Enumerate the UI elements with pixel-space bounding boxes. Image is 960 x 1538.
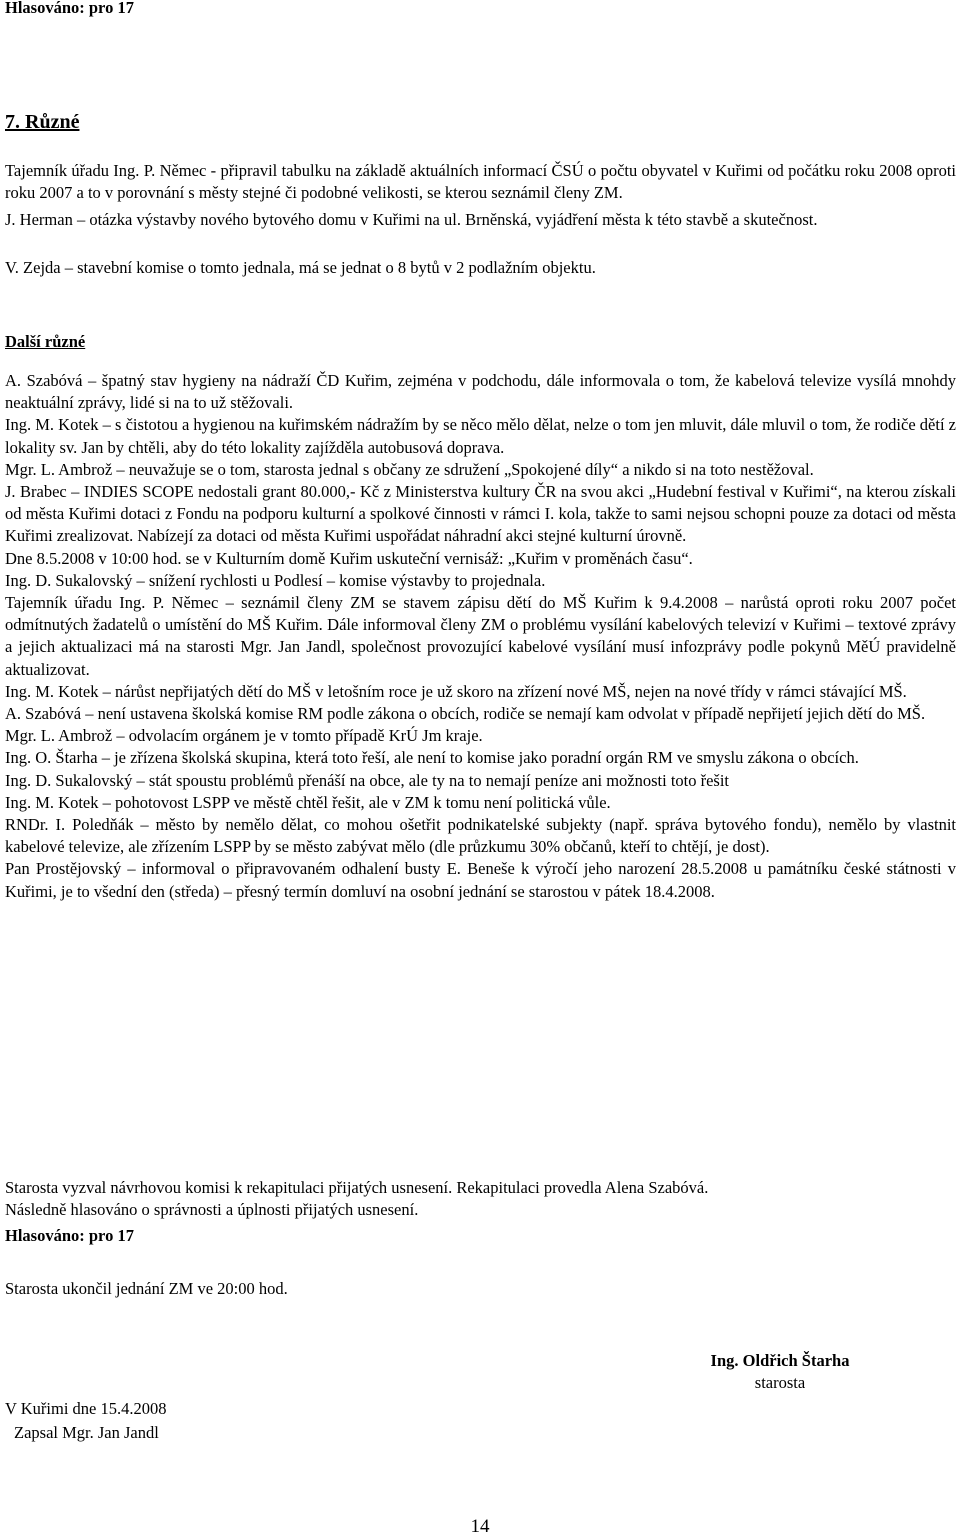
signature-name: Ing. Oldřich Štarha <box>710 1351 850 1370</box>
list-item: Ing. D. Sukalovský – stát spoustu problémů přenáší na obce, ale ty na to nemají peníze ani možnosti toto řešit <box>5 770 730 790</box>
page-number: 14 <box>470 1516 490 1537</box>
place-date: V Kuřimi dne 15.4.2008 <box>5 1399 167 1418</box>
list-item: Ing. M. Kotek – pohotovost LSPP ve městě chtěl řešit, ale v ZM k tomu není politická vůle. <box>5 792 611 812</box>
discussion-list <box>5 370 956 903</box>
list-item: Tajemník úřadu Ing. P. Němec – seznámil členy ZM se stavem zápisu dětí do MŠ Kuřim k 9.4.2008 – narůstá oproti roku 2007 počet odmítnutých žadatelů o umístění do MŠ Kuřim. Dále informoval členy ZM o problému vysílání kabelových televizí v Kuřimi – textové zprávy a jejich aktualizaci má na starosti Mgr. Jan Jandl, společnost provozující kabelové vysílání musí infozprávy podle pokynů MěÚ pravidelně aktualizovat. <box>5 593 956 679</box>
section-heading: 7. Různé <box>5 111 80 133</box>
list-item: Pan Prostějovský – informoval o připravovaném odhalení busty E. Beneše k výročí jeho narození 28.5.2008 u památníku české státnosti v Kuřimi, je to všední den (středa) – přesný termín domluví na osobní jednání se starostou v pátek 18.4.2008. <box>5 859 956 901</box>
list-item: A. Szabóvá – špatný stav hygieny na nádraží ČD Kuřim, zejména v podchodu, dále informovala o tom, že kabelová televize vysílá mnohdy neaktuální zprávy, lidé si na to už stěžovali. <box>5 371 956 413</box>
list-item: J. Brabec – INDIES SCOPE nedostali grant 80.000,- Kč z Ministerstva kultury ČR na svou akci „Hudební festival v Kuřimi“, na kterou získali od města Kuřimi dotaci z Fondu na podporu kulturní a spolkové činnosti v rámci I. kola, takže to sami nejsou schopni pouze za dotaci od města Kuřimi zrealizovat. Nabízejí za dotaci od města Kuřimi uspořádat náhradní akci stejné kulturní úrovně. <box>5 482 956 546</box>
subheading-other: Další různé <box>5 332 86 351</box>
list-item: Mgr. L. Ambrož – odvolacím orgánem je v tomto případě KrÚ Jm kraje. <box>5 726 483 746</box>
list-item: Ing. M. Kotek – s čistotou a hygienou na kuřimském nádražím by se něco mělo dělat, nelze o tom jen mluvit, dále mluvil o tom, že rodiče dětí z lokality sv. Jan by chtěli, aby do této lokality zajížděla autobusová doprava. <box>5 415 956 457</box>
meeting-end-note: Starosta ukončil jednání ZM ve 20:00 hod. <box>5 1279 288 1298</box>
recorded-by: Zapsal Mgr. Jan Jandl <box>14 1423 159 1442</box>
paragraph-zejda: V. Zejda – stavební komise o tomto jednala, má se jednat o 8 bytů v 2 podlažním objektu. <box>5 258 596 277</box>
paragraph-herman: J. Herman – otázka výstavby nového bytového domu v Kuřimi na ul. Brněnská, vyjádření města k této stavbě a skutečnost. <box>5 210 818 229</box>
list-item: Ing. O. Štarha – je zřízena školská skupina, která toto řeší, ale není to komise jako poradní orgán RM ve smyslu zákona o obcích. <box>5 748 859 768</box>
list-item: Ing. D. Sukalovský – snížení rychlosti u Podlesí – komise výstavby to projednala. <box>5 570 546 590</box>
list-item: A. Szabóvá – není ustavena školská komise RM podle zákona o obcích, rodiče se nemají kam odvolat v případě nepřijetí jejich dětí do MŠ. <box>5 704 926 724</box>
list-item: RNDr. I. Poledňák – město by nemělo dělat, co mohou ošetřit podnikatelské subjekty (např. správa bytového fondu), nemělo by vlastnit kabelové televize, ale zřízením LSPP by se město zabývat mělo (dle průzkumu 30% občanů, kteří to chtějí, je dost). <box>5 815 956 857</box>
list-item: Mgr. L. Ambrož – neuvažuje se o tom, starosta jednal s občany ze sdružení „Spokojené díly“ a nikdo si na toto nestěžoval. <box>5 459 814 479</box>
vote-result-bottom: Hlasováno: pro 17 <box>5 1226 134 1245</box>
closing-recap: Starosta vyzval návrhovou komisi k rekapitulaci přijatých usnesení. Rekapitulaci provedla Alena Szabóvá. <box>5 1178 709 1197</box>
vote-result-top: Hlasováno: pro 17 <box>5 0 134 17</box>
signature-role: starosta <box>754 1373 806 1393</box>
paragraph-population-table: Tajemník úřadu Ing. P. Němec - připravil tabulku na základě aktuálních informací ČSÚ o počtu obyvatel v Kuřimi od počátku roku 2008 oproti roku 2007 a to v porovnání s městy stejné či podobné velikosti, se kterou seznámil členy ZM. <box>5 161 956 203</box>
list-item: Dne 8.5.2008 v 10:00 hod. se v Kulturním domě Kuřim uskuteční vernisáž: „Kuřim v proměnách času“. <box>5 548 693 568</box>
closing-vote-note: Následně hlasováno o správnosti a úplnosti přijatých usnesení. <box>5 1200 419 1219</box>
list-item: Ing. M. Kotek – nárůst nepřijatých dětí do MŠ v letošním roce je už skoro na zřízení nové MŠ, nejen na nové třídy v rámci stávající MŠ. <box>5 681 907 701</box>
signature-block <box>645 1350 915 1394</box>
